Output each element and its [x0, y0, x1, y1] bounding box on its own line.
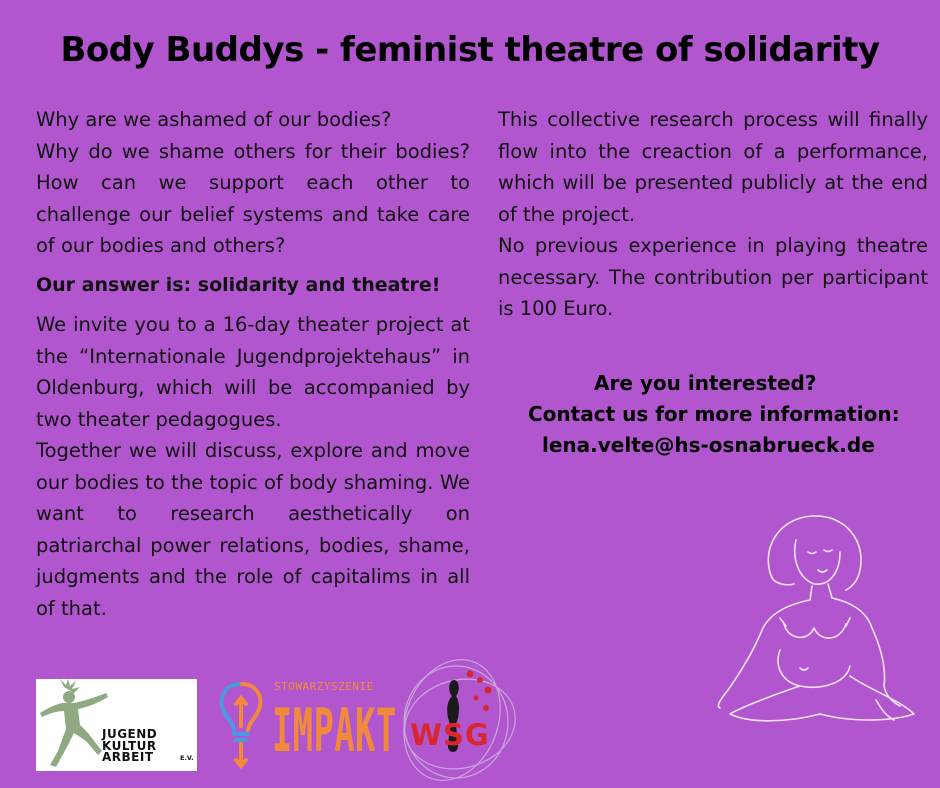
jka-ev-suffix: E.V. — [180, 754, 194, 762]
contact-prompt: Contact us for more information: — [528, 402, 900, 426]
poster-title: Body Buddys - feminist theatre of solidarity — [60, 30, 880, 70]
intro-paragraph: Why do we shame others for their bodies? How can we support each other to challenge our belief systems and take care of our bodies and others? — [36, 139, 470, 257]
impakt-logo — [214, 676, 397, 776]
left-column — [36, 104, 470, 624]
seated-woman-illustration — [700, 500, 920, 740]
lightbulb-icon — [214, 676, 270, 776]
process-paragraph: This collective research process will finally flow into the creaction of a performance, which will be presented publicly at the end of the project. — [498, 108, 928, 226]
jugend-kultur-arbeit-logo — [36, 679, 197, 771]
jka-word-jugend: JUGEND — [102, 727, 158, 741]
invite-paragraph: We invite you to a 16-day theater project at the “Internationale Jugendprojektehaus” in Oldenburg, which will be accompanied by two theater pedagogues. — [36, 313, 470, 431]
answer-heading: Our answer is: solidarity and theatre! — [36, 273, 441, 296]
right-column — [498, 104, 928, 325]
contact-email[interactable]: lena.velte@hs-osnabrueck.de — [542, 433, 875, 457]
jka-wordmark — [102, 729, 157, 764]
impakt-small-label: STOWARZYSZENIE — [274, 680, 374, 693]
intro-question: Why are we ashamed of our bodies? — [36, 108, 392, 131]
experience-paragraph: No previous experience in playing theatre necessary. The contribution per participant is 100 Euro. — [498, 234, 928, 320]
impakt-wordmark: IMPAKT — [272, 696, 397, 766]
contact-question: Are you interested? — [594, 371, 817, 395]
contact-block — [520, 368, 920, 461]
jka-word-arbeit: ARBEIT — [102, 750, 154, 764]
together-paragraph: Together we will discuss, explore and move our bodies to the topic of body shaming. We want to research aesthetically on patriarchal power relations, bodies, shame, judgments and the role of capitalims in all of that. — [36, 439, 470, 620]
wsg-logo — [392, 650, 522, 788]
jka-word-kultur: KULTUR — [102, 738, 157, 753]
wsg-wordmark: WSG — [410, 718, 490, 752]
